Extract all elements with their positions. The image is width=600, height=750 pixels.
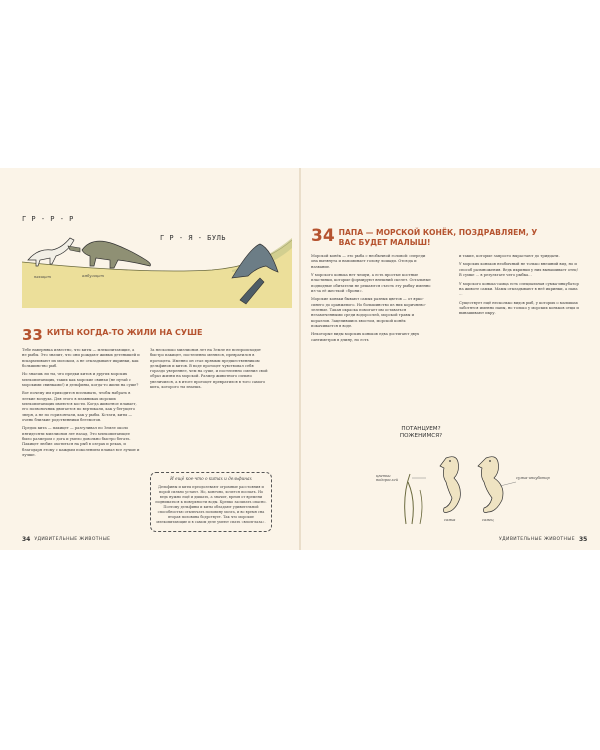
whale-ancestors-drawing — [22, 208, 292, 308]
paragraph: Существует ещё несколько видов рыб, у которых о малышах заботятся именно папы, но только у морских коньков отцы и вынашивают икру. — [459, 300, 579, 316]
paragraph: и такие, которые запросто вырастают до тридцати. — [459, 254, 560, 258]
callout-text: Дельфины и киты преодолевают огромные расстояния и порой сильно устают. Но, конечно, хочется поспать. Но ведь нужно ещё и дышать, а значит, время от времени подниматься к поверхности воды. Крепко засыпать опасно. Поэтому дельфины и киты обладают удивительной способностью отключать половину мозга, и во время сна вторая половина бодрствует. Так что морские млекопитающие и в самом деле умеют спать «вполглаза». — [155, 485, 267, 524]
right-page — [301, 168, 600, 550]
section-number: 33 — [22, 326, 43, 344]
left-text-column-2 — [150, 348, 270, 394]
paragraph: У морских коньков необычный не только внешний вид, но и способ размножения. Ведь икринки у них вынашивает отец! В сумке ... в результате чего рыбка... — [459, 262, 579, 278]
paragraph: За несколько миллионов лет на Земле не всепроисходит быстро пакицет, постепенно менялся, превратился в протоцета. Именно он стал прямым предшественником дельфинов и китов. В воде протоцет чувствовал себя гораздо увереннее, чем на суше, и постепенно сменил свой образ жизни на морской. Размер животного сильно увеличился, а в итоге протоцет превратился в того самого кита, которого ты знаешь. — [150, 348, 268, 390]
right-text-column-2 — [459, 254, 581, 320]
callout-title: И ещё кое-что о китах и дельфинах — [170, 476, 252, 481]
right-footer — [499, 536, 587, 543]
paragraph: Но знаешь ли ты, что предки китов и других морских млекопитающих, таких как морские свиньи (не путай с морскими свинками!) и дельфины, когда-то жили на суше? — [22, 372, 139, 387]
book-title-left: УДИВИТЕЛЬНЫЕ ЖИВОТНЫЕ — [34, 537, 111, 542]
paragraph: Некоторые виды морских коньков едва достигают двух сантиметров в длину, но есть — [311, 332, 420, 342]
seahorse-male-icon — [478, 457, 503, 513]
section-title: КИТЫ КОГДА-ТО ЖИЛИ НА СУШЕ — [46, 328, 203, 337]
paragraph: У морского конька-самца есть специальная сумка-инкубатор на животе самки. Мамы откладывают в неё икринки, а папа ... — [459, 281, 579, 297]
label-male: самец — [482, 518, 494, 522]
left-footer — [22, 536, 110, 543]
paragraph: Предок кита — пакицет — разгуливал по Земле около пятидесяти миллионов лет назад. Это млекопитающее было размером с дога и умело довольно быстро бегать. Пакицет любил охотиться на рыб в озерах и реках, и благодаря этому с каждым поколением плавал все лучше и лучше. — [22, 426, 140, 457]
paragraph: Вот почему им приходится всплывать, чтобы набрать в легкие воздуха. Для этого в плавниках морских млекопитающих имеются кости. Когда животное плавает, его позвоночник двигается по вертикали, как у бегущего зверя, а не по горизонтали, как у рыбы. Кстати, киты — очень близкие родственники бегемотов. — [22, 391, 137, 422]
section-heading-34 — [311, 228, 551, 248]
prehistoric-illustration — [22, 208, 292, 308]
book-title-right: УДИВИТЕЛЬНЫЕ ЖИВОТНЫЕ — [499, 537, 575, 542]
paragraph: Морской конёк — это рыба с необычной головой: спереди она вытянута и напоминает голову лошади. Отсюда и название. — [311, 254, 426, 269]
label-female: самка — [444, 518, 456, 522]
seahorse-illustration — [376, 426, 576, 528]
sfx-growl: Г Р - Р - Р — [22, 215, 74, 223]
paragraph: Тебе наверняка известно, что киты — млекопитающие, а не рыбы. Это значит, что они рождают живых детенышей и вскармливают их молоком, а не откладывают икринки, как большинство рыб. — [22, 348, 140, 368]
label-seaweed: цветки водорослей — [376, 474, 398, 482]
left-page — [0, 168, 299, 550]
section-title: ПАПА — МОРСКОЙ КОНЁК, ПОЗДРАВЛЯЕМ, У ВАС БУДЕТ МАЛЫШ! — [338, 228, 538, 247]
paragraph: У морского конька нет чешуи, а есть простые костные пластинки, которые формируют внешний скелет. Остальные подводные обитатели не решаются съесть эту рыбку именно из-за её жесткой «брони». — [311, 273, 431, 293]
paragraph: Морские коньки бывают самых разных цветов — от ярко-синего до оранжевого. Но большинство из них коричнево-зеленые. Такая окраска помогает им оставаться незамеченными среди водорослей, морской травы и кораллов. Зацепившись хвостом, морской конёк покачивается в воде. — [311, 297, 426, 328]
page-number-right: 35 — [578, 536, 588, 543]
label-brood-pouch: сумка-инкубатор — [516, 476, 550, 480]
callout-box — [150, 472, 272, 532]
question-caption: ПОТАНЦУЕМ? ПОЖЕНИМСЯ? — [399, 426, 443, 439]
section-heading-33 — [22, 328, 292, 343]
label-ambulocetus: амбулоцет — [82, 274, 104, 278]
section-number: 34 — [311, 226, 335, 246]
book-spread — [0, 168, 600, 550]
left-text-column-1 — [22, 348, 140, 461]
label-pakicetus: пакицет — [34, 275, 51, 279]
seahorse-female-icon — [440, 457, 460, 513]
page-number-left: 34 — [22, 536, 31, 543]
right-text-column-1 — [311, 254, 433, 346]
sfx-splash: Г Р - Я - БУЛЬ — [160, 234, 227, 242]
